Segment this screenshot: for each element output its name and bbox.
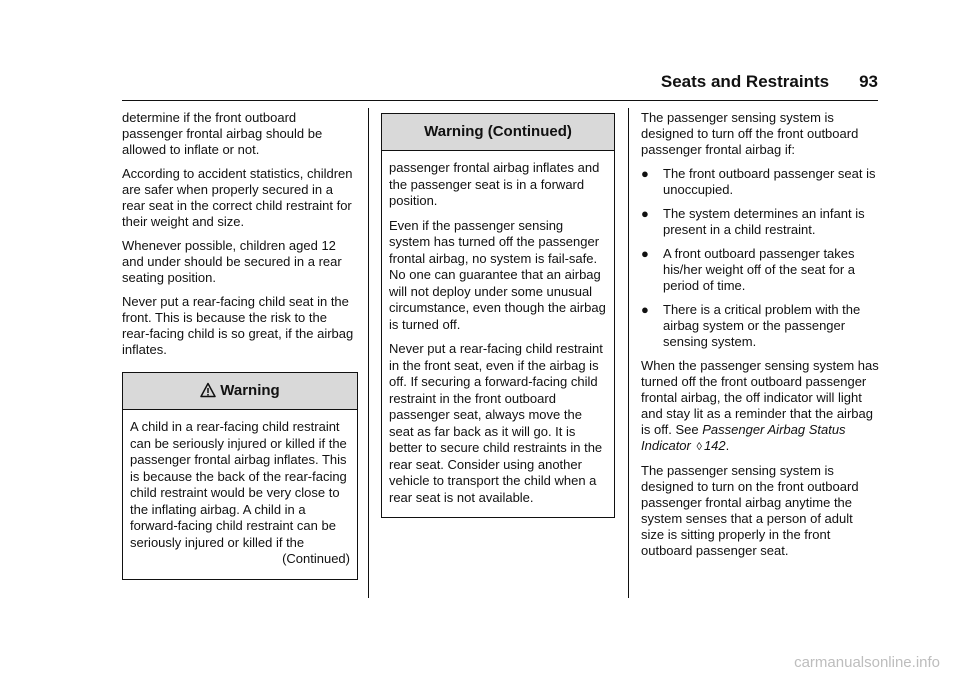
warning-box <box>122 372 358 580</box>
bullet-icon: ● <box>641 206 649 221</box>
list-item <box>641 246 879 294</box>
list-item-text: The system determines an infant is present in a child restraint. <box>663 206 865 237</box>
watermark: carmanualsonline.info <box>794 654 940 671</box>
warning-triangle-icon <box>200 376 216 412</box>
warning-text: A child in a rear-facing child restraint can be seriously injured or killed if the passenger frontal airbag inflates. This is because the back of the rear-facing child restraint would be very close to the inflating airbag. A child in a forward-facing child restraint can be seriously injured or killed if the <box>130 419 347 550</box>
warning-continued-box <box>381 113 615 518</box>
page-reference-icon: ◊ <box>696 441 702 453</box>
list-item <box>641 166 879 198</box>
page-number: 93 <box>859 72 878 91</box>
condition-list <box>641 166 879 350</box>
section-title: Seats and Restraints <box>660 72 830 91</box>
paragraph: determine if the front outboard passenger frontal airbag should be allowed to inflate or not. <box>122 110 323 157</box>
reference-page-number[interactable]: 142 <box>703 438 726 453</box>
warning-paragraph: passenger frontal airbag inflates and the passenger seat is in a forward position. <box>389 160 600 208</box>
column-1 <box>122 110 358 580</box>
warning-header <box>123 373 357 410</box>
warning-continued-body <box>382 151 614 517</box>
bullet-icon: ● <box>641 302 649 317</box>
paragraph: Never put a rear-facing child seat in the front. This is because the risk to the rear-facing child is so great, if the airbag inflates. <box>122 294 354 357</box>
column-2 <box>381 113 615 518</box>
header-rule <box>122 100 878 101</box>
paragraph: When the passenger sensing system has turned off the front outboard passenger frontal airbag, the off indicator will light and stay lit as a reminder that the airbag is off. See Passenger Airbag Status Indicator ◊ 142. <box>641 358 879 453</box>
list-item-text: There is a critical problem with the airbag system or the passenger sensing system. <box>663 302 861 349</box>
continued-label: (Continued) <box>282 551 350 566</box>
warning-continued-header: Warning (Continued) <box>382 114 614 151</box>
column-divider-1 <box>368 108 369 598</box>
warning-paragraph: Even if the passenger sensing system has turned off the passenger frontal airbag, no system is fail-safe. No one can guarantee that an airbag will not deploy under some unusual circumstance, even though the airbag is turned off. <box>389 217 606 332</box>
list-item <box>641 302 879 350</box>
paragraph: The passenger sensing system is designed to turn on the front outboard passenger frontal airbag anytime the system senses that a person of adult size is sitting properly in the front outboard passenger seat. <box>641 463 859 558</box>
page-header <box>620 72 878 92</box>
column-3 <box>641 110 879 567</box>
list-item-text: The front outboard passenger seat is unoccupied. <box>663 166 876 197</box>
list-item-text: A front outboard passenger takes his/her weight off of the seat for a period of time. <box>663 246 855 293</box>
bullet-icon: ● <box>641 246 649 261</box>
column-divider-2 <box>628 108 629 598</box>
paragraph-text: When the passenger sensing system has turned off the front outboard passenger frontal airbag, the off indicator will light and stay lit as a reminder that the airbag is off. <box>641 358 879 437</box>
see-label: See <box>675 422 699 437</box>
paragraph: The passenger sensing system is designed to turn off the front outboard passenger frontal airbag if: <box>641 110 859 157</box>
paragraph: According to accident statistics, children are safer when properly secured in a rear seat in the correct child restraint for their weight and size. <box>122 166 353 229</box>
cross-reference-link[interactable]: Passenger Airbag Status Indicator <box>641 422 846 453</box>
paragraph: Whenever possible, children aged 12 and under should be secured in a rear seating position. <box>122 238 342 285</box>
warning-title: Warning <box>220 382 280 399</box>
warning-body <box>123 410 357 579</box>
warning-paragraph: Never put a rear-facing child restraint in the front seat, even if the airbag is off. If securing a forward-facing child restraint in the front outboard passenger seat, always move the seat as far back as it will go. It is better to secure child restraints in the rear seat. Consider using another vehicle to transport the child when a rear seat is not available. <box>389 341 603 505</box>
list-item <box>641 206 879 238</box>
bullet-icon: ● <box>641 166 649 181</box>
